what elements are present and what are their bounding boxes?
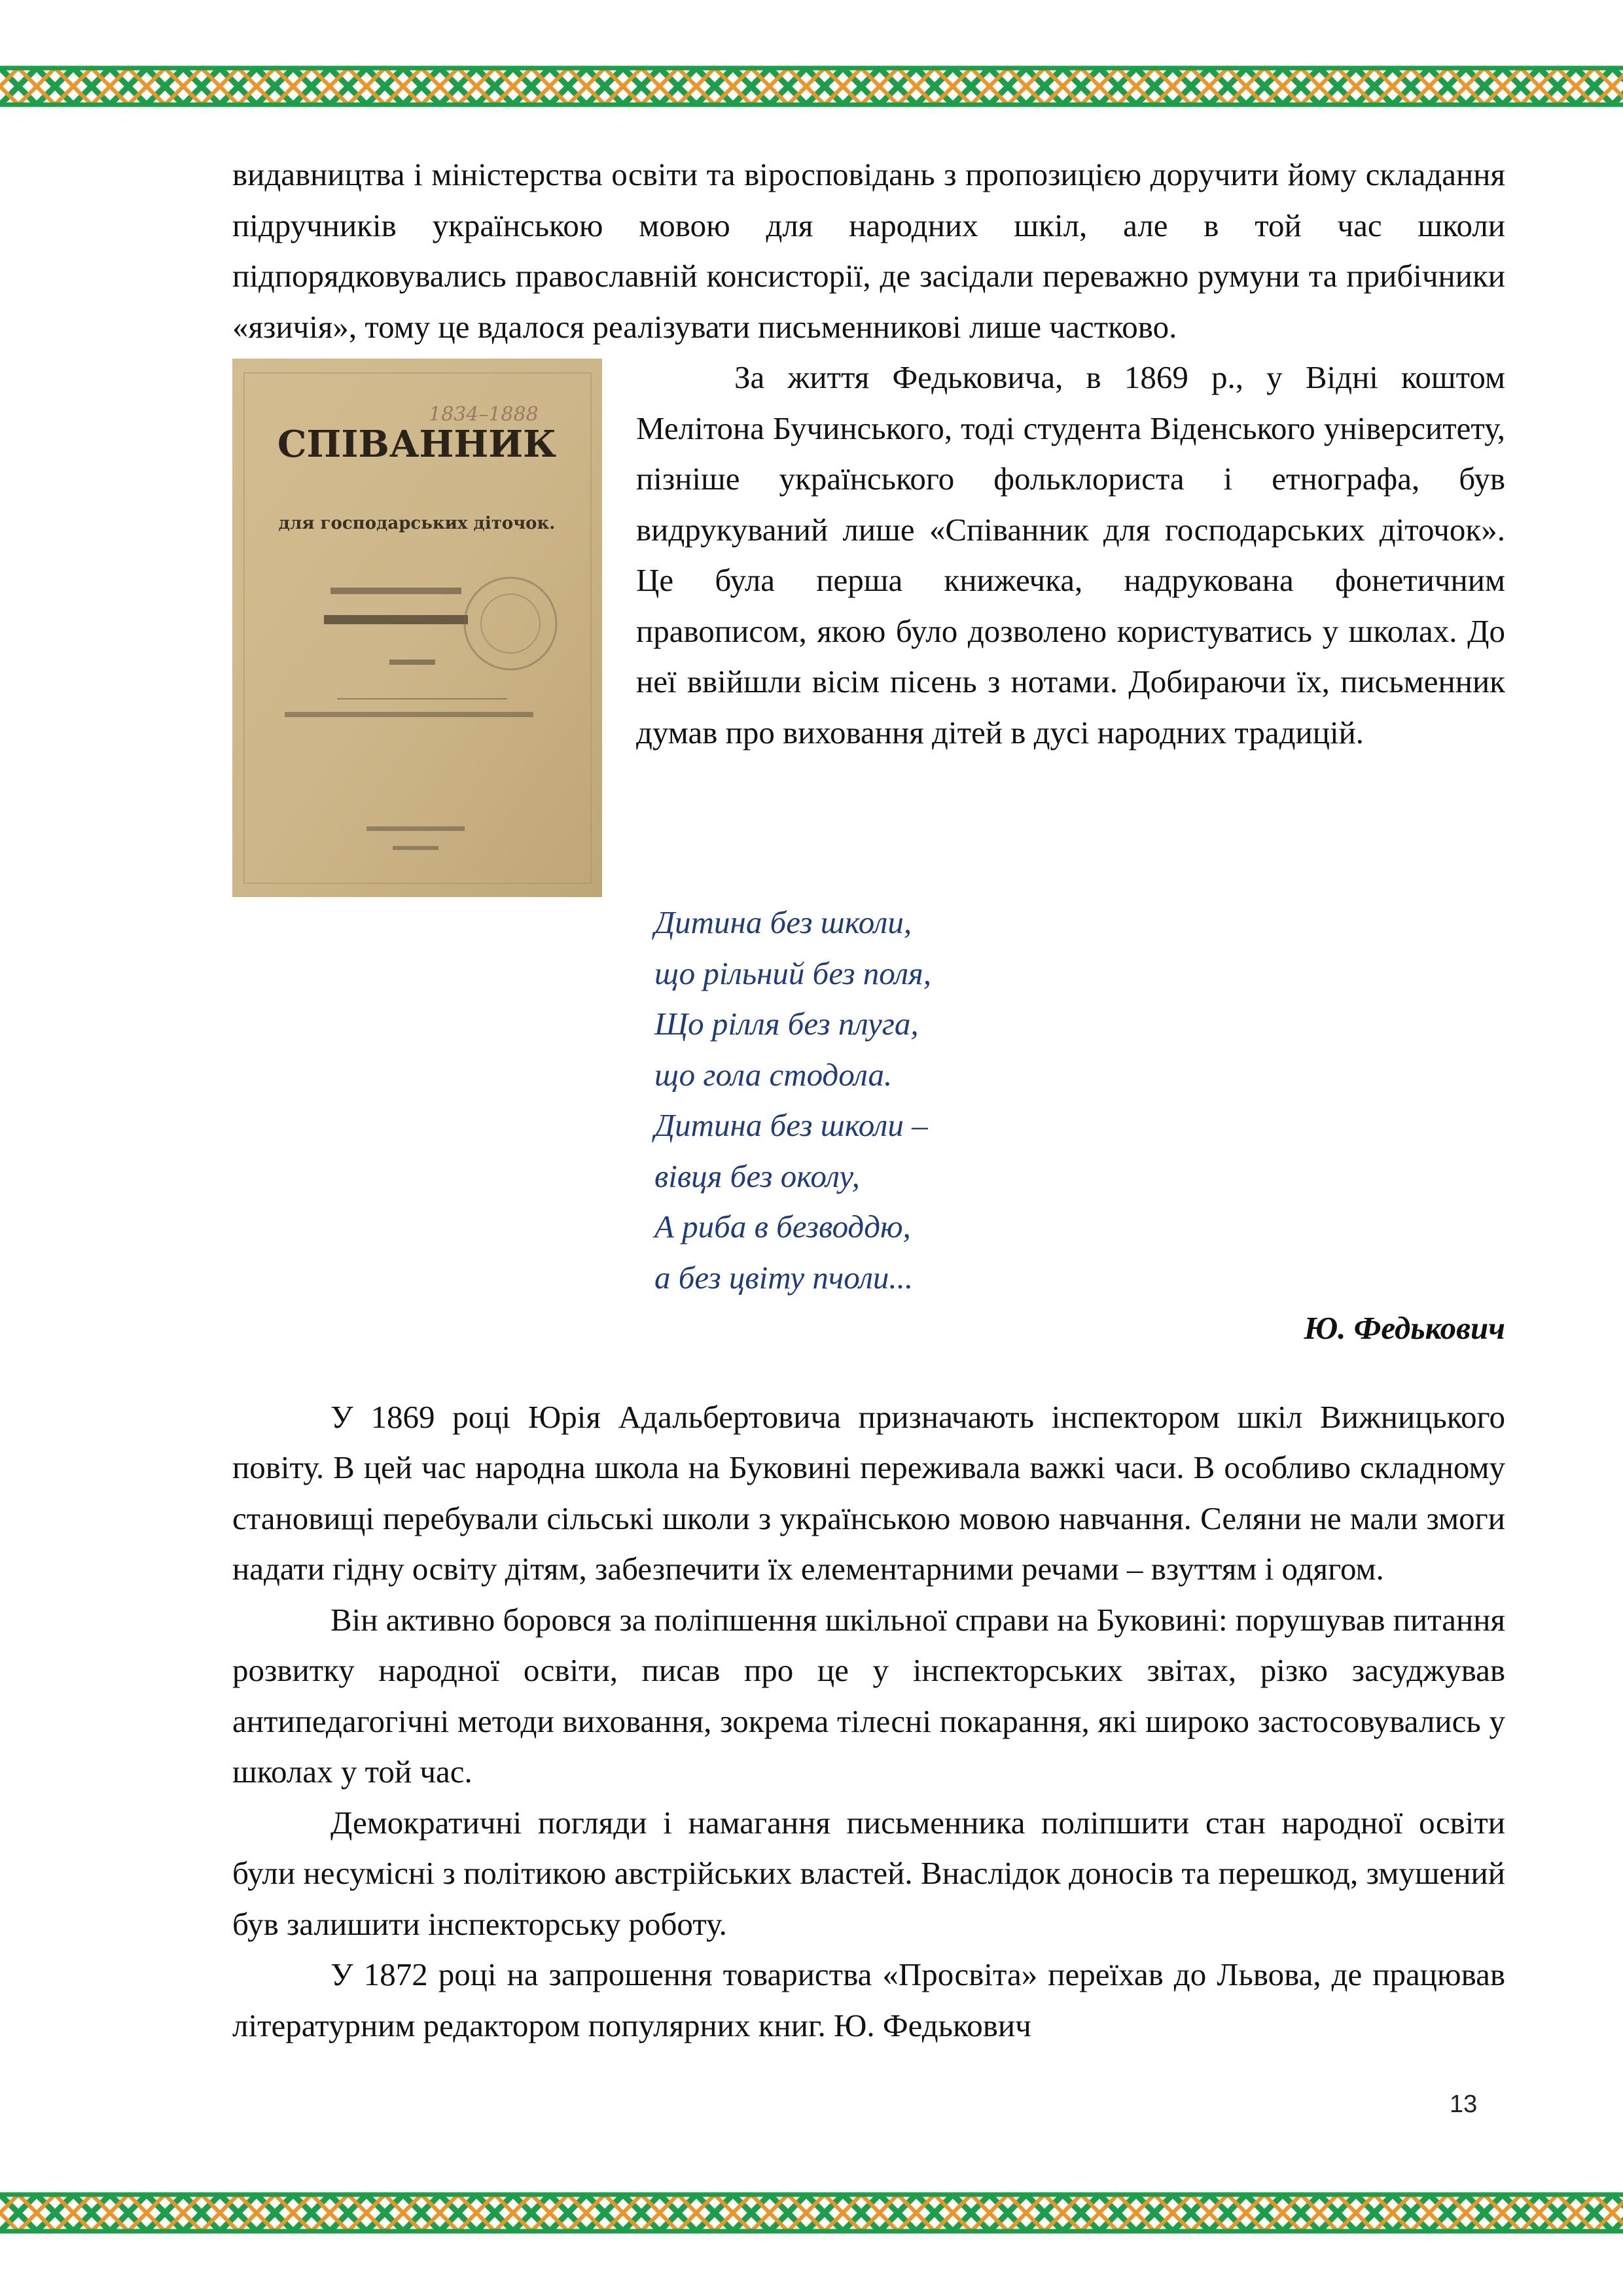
ornamental-border-bottom [0, 2189, 1623, 2236]
handwritten-note: 1834–1888 [429, 403, 539, 426]
spacer [232, 1354, 1505, 1392]
celtic-knot-border-icon [0, 63, 1623, 110]
poem [654, 897, 1505, 1303]
cover-title: СПІВАННИК [277, 423, 557, 466]
page-number: 13 [1450, 2091, 1478, 2118]
page-content [232, 149, 1505, 2051]
paragraph: У 1872 році на запрошення товариства «Просвіта» переїхав до Львова, де працював літературним редактором популярних книг. Ю. Федькович [232, 1956, 1505, 2043]
ornamental-border-top [0, 63, 1623, 110]
poem-line: що гола стодола. [654, 1056, 893, 1093]
poem-line: Дитина без школи, [654, 904, 912, 940]
poem-line: Що рілля без плуга, [654, 1006, 919, 1042]
celtic-knot-border-icon [0, 2189, 1623, 2236]
poem-line: Дитина без школи – [654, 1107, 928, 1143]
songbook-cover-photo [232, 359, 602, 897]
paragraph: видавництва і міністерства освіти та віросповідань з пропозицією доручити йому складання підручників українською мовою для народних шкіл, але в той час школи підпорядковувались православній консисторії, де засідали переважно румуни та прибічники «язичія», тому це вдалося реалізувати письменникові лише частково. [232, 156, 1505, 345]
poem-line: вівця без околу, [654, 1157, 860, 1194]
paragraph: У 1869 році Юрія Адальбертовича призначають інспектором шкіл Вижницького повіту. В цей час народна школа на Буковині переживала важкі часи. В особливо складному становищі перебували сільські школи з українською мовою навчання. Селяни не мали змоги надати гідну освіту дітям, забезпечити їх елементарними речами – взуттям і одягом. [232, 1398, 1505, 1587]
cover-subtitle: для господарських діточок. [278, 514, 556, 533]
paragraph: Демократичні погляди і намагання письменника поліпшити стан народної освіти були несумісні з політикою австрійських властей. Внаслідок доносів та перешкод, змушений був залишити інспекторську роботу. [232, 1804, 1505, 1942]
poem-line: а без цвіту пчоли... [654, 1259, 914, 1296]
poem-line: А риба в безводдю, [654, 1209, 911, 1245]
paragraph: Він активно боровся за поліпшення шкільної справи на Буковині: порушував питання розвитку народної освіти, писав про це у інспекторських звітах, різко засуджував антипедагогічні методи виховання, зокрема тілесні покарання, які широко застосовувались у школах у той час. [232, 1601, 1505, 1790]
poem-line: що рільний без поля, [654, 955, 931, 991]
poem-author: Ю. Федькович [1304, 1310, 1505, 1346]
paragraph: За життя Федьковича, в 1869 р., у Відні коштом Мелітона Бучинського, тоді студента Віденського університету, пізніше українського фольклориста і етнографа, був видрукуваний лише «Співанник для господарських діточок». Це була перша книжечка, надрукована фонетичним правописом, якою було дозволено користуватись у школах. До неї ввійшли вісім пісень з нотами. Добираючи їх, письменник думав про виховання дітей в дусі народних традицій. [636, 359, 1505, 751]
